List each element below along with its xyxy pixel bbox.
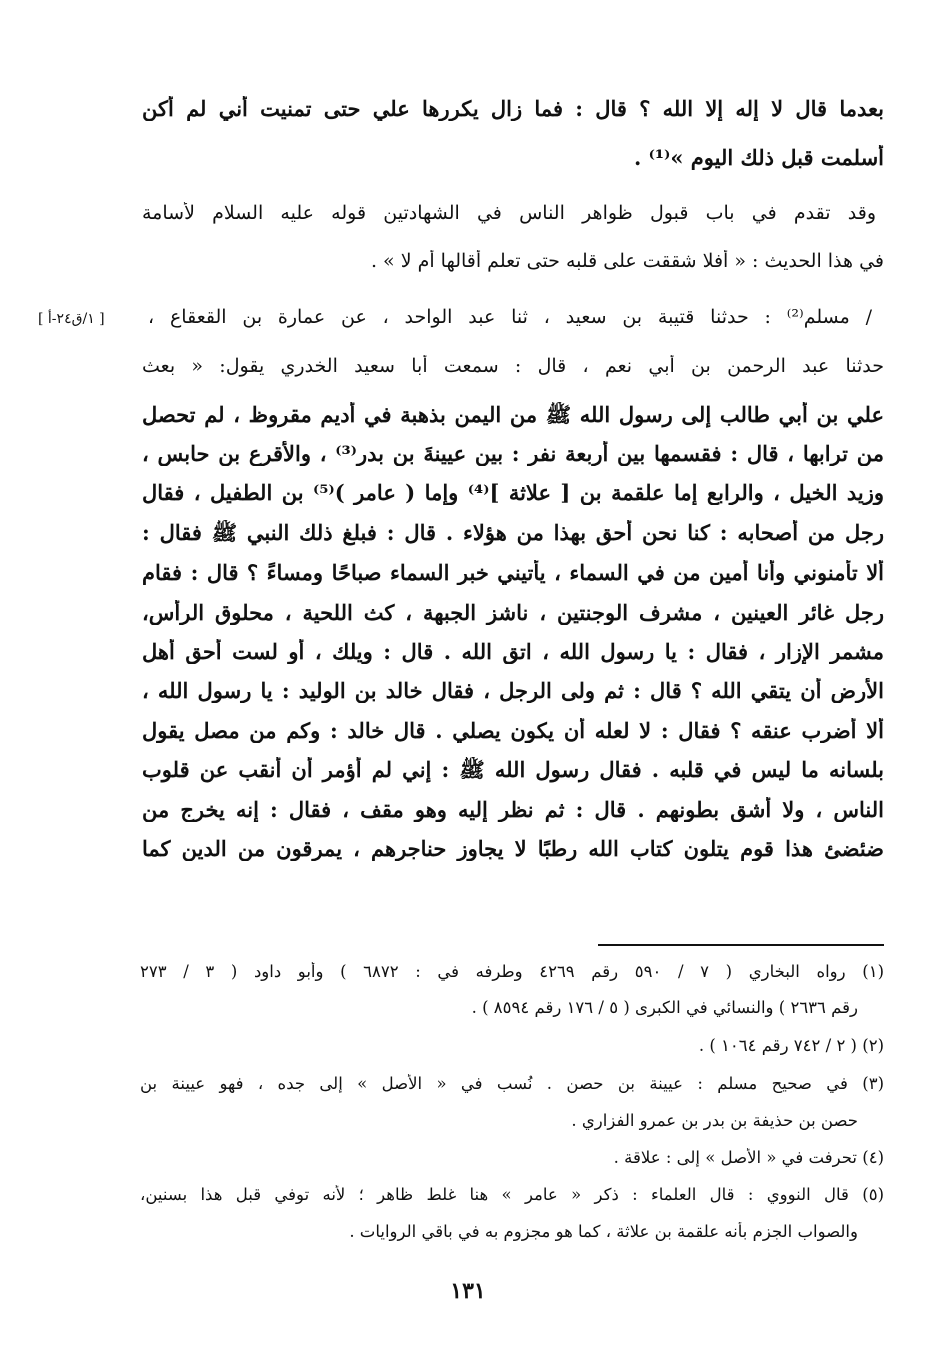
- text-line: أسلمت قبل ذلك اليوم »⁽¹⁾ .: [633, 145, 884, 170]
- text-line: بلسانه ما ليس في قلبه . فقال رسول الله ﷺ : إني لم أؤمر أن أنقب عن قلوب: [142, 757, 884, 782]
- footnote-line: (٢) ( ٢ / ٧٤٢ رقم ١٠٦٤ ) .: [698, 1036, 884, 1055]
- text-line: ألا أضرب عنقه ؟ فقال : لا لعله أن يكون يصلي . قال خالد : وكم من مصل يقول: [142, 718, 884, 743]
- text-line: الأرض أن يتقي الله ؟ قال : ثم ولى الرجل ، فقال خالد بن الوليد : يا رسول الله ،: [142, 678, 884, 703]
- text-line: رجل غائر العينين ، مشرف الوجنتين ، ناشز الجبهة ، كث اللحية ، محلوق الرأس،: [142, 600, 884, 625]
- text-line: في هذا الحديث : « أفلا شققت على قلبه حتى تعلم أقالها أم لا » .: [370, 250, 884, 272]
- text-line: بعدما قال لا إله إلا الله ؟ قال : فما زال يكررها علي حتى تمنيت أني لم أكن: [142, 96, 884, 121]
- text-line: حدثنا عبد الرحمن بن أبي نعم ، قال : سمعت أبا سعيد الخدري يقول: « بعث: [142, 355, 884, 377]
- page-number: ١٣١: [450, 1278, 486, 1304]
- text-line: الناس ، ولا أشق بطونهم . قال : ثم نظر إليه وهو مقف ، فقال : إنه يخرج من: [142, 797, 884, 822]
- footnote-separator: [598, 944, 884, 946]
- text-line: من ترابها ، قال : فقسمها بين أربعة نفر : بين عيينةَ بن بدر⁽³⁾ ، والأقرع بن حابس ،: [142, 441, 884, 466]
- footnote-line: والصواب الجزم بأنه علقمة بن علاثة ، كما هو مجزوم به في باقي الروايات .: [349, 1222, 858, 1241]
- text-line: رجل من أصحابه : كنا نحن أحق بهذا من هؤلاء . قال : فبلغ ذلك النبي ﷺ فقال :: [142, 520, 884, 545]
- text-line: وزيد الخيل ، والرابع إما علقمة بن [ علاثة ]⁽⁴⁾ وإما ( عامر )⁽⁵⁾ بن الطفيل ، فقال: [142, 480, 884, 505]
- footnote-line: (١) رواه البخاري ( ٧ / ٥٩٠ رقم ٤٢٦٩ وطرفه في : ٦٨٧٢ ) وأبو داود ( ٣ / ٢٧٣: [140, 962, 884, 981]
- footnote-line: (٣) في صحيح مسلم : عيينة بن حصن . نُسب في « الأصل » إلى جده ، فهو عيينة بن: [140, 1074, 884, 1093]
- text-line: علي بن أبي طالب إلى رسول الله ﷺ من اليمن بذهبة في أديم مقروظ ، لم تحصل: [142, 402, 884, 427]
- footnote-line: (٥) قال النووي : قال العلماء : ذكر « عامر » هنا غلط ظاهر ؛ لأنه توفي قبل هذا بسنين،: [140, 1185, 884, 1204]
- text-line: ضئضئ هذا قوم يتلون كتاب الله رطبًا لا يجاوز حناجرهم ، يمرقون من الدين كما: [142, 836, 884, 861]
- footnote-line: (٤) تحرفت في « الأصل » إلى : علاقة .: [613, 1148, 884, 1167]
- text-line: مشمر الإزار ، فقال : يا رسول الله ، اتق الله . قال : ويلك ، أو لست أحق أهل: [142, 639, 884, 664]
- text-line: / مسلم⁽²⁾ : حدثنا قتيبة بن سعيد ، ثنا عبد الواحد ، عن عمارة بن القعقاع ،: [148, 306, 872, 328]
- footnote-line: رقم ٢٦٣٦ ) والنسائي في الكبرى ( ٥ / ١٧٦ رقم ٨٥٩٤ ) .: [471, 998, 858, 1017]
- footnote-line: حصن بن حذيفة بن بدر بن عمرو الفزاري .: [571, 1111, 858, 1130]
- manuscript-reference: [ ١/ق٢٤-أ ]: [38, 311, 105, 327]
- text-line: ألا تأمنوني وأنا أمين من في السماء ، يأتيني خبر السماء صباحًا ومساءً ؟ قال : فقام: [142, 560, 884, 585]
- text-line: وقد تقدم في باب قبول ظواهر الناس في الشهادتين قوله عليه السلام لأسامة: [142, 202, 876, 224]
